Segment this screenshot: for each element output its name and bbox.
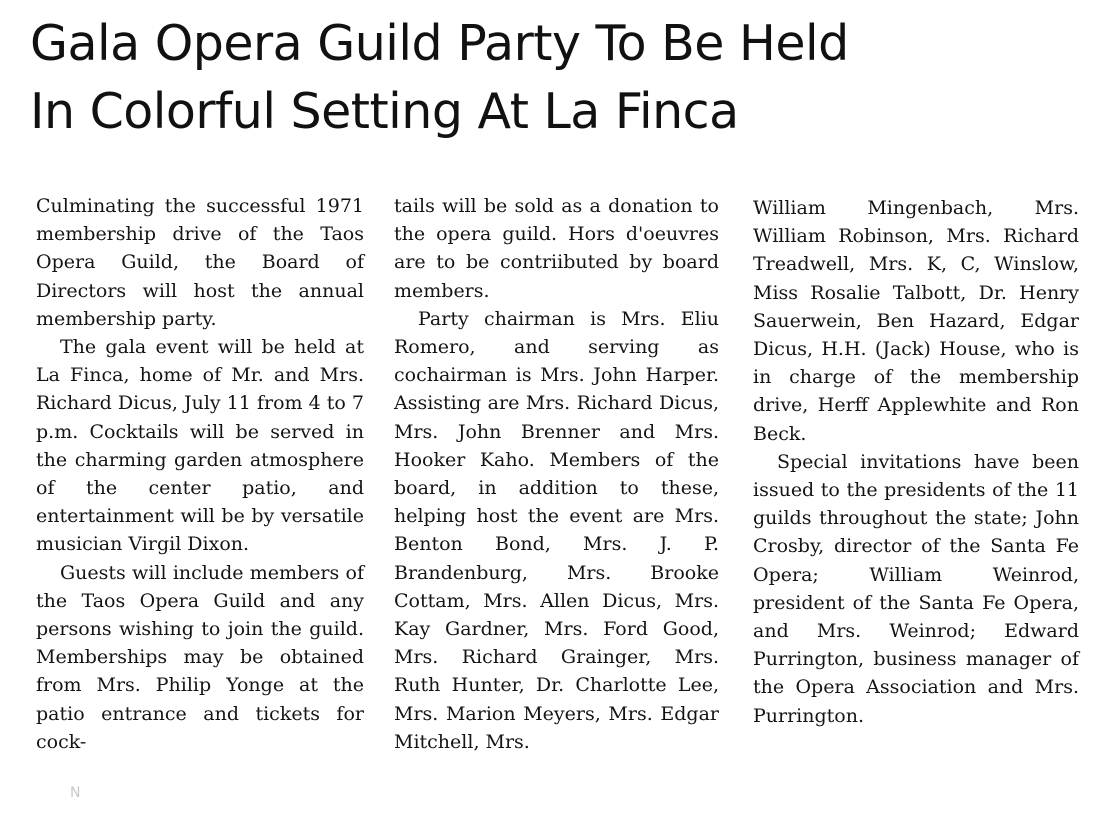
paragraph: tails will be sold as a donation to the opera guild. Hors d'oeuvres are to be contriibuted by board members.	[394, 195, 719, 302]
article-column-1	[36, 192, 364, 756]
headline-line-2: In Colorful Setting At La Finca	[30, 83, 739, 140]
headline	[30, 10, 1090, 146]
paragraph: The gala event will be held at La Finca, home of Mr. and Mrs. Richard Dicus, July 11 from 4 to 7 p.m. Cocktails will be served in the charming garden atmosphere of the center patio, and entertainment will be by versatile musician Virgil Dixon.	[36, 336, 364, 556]
paragraph: Culminating the successful 1971 membership drive of the Taos Opera Guild, the Board of Directors will host the annual membership party.	[36, 195, 364, 330]
headline-line-1: Gala Opera Guild Party To Be Held	[30, 15, 849, 72]
paragraph: Guests will include members of the Taos Opera Guild and any persons wishing to join the guild. Memberships may be obtained from Mrs. Philip Yonge at the patio entrance and tickets for cock-	[36, 561, 364, 753]
paragraph: Special invitations have been issued to the presidents of the 11 guilds throughout the state; John Crosby, director of the Santa Fe Opera; William Weinrod, president of the Santa Fe Opera, and Mrs. Weinrod; Edward Purrington, business manager of the Opera Association and Mrs. Purrington.	[753, 450, 1079, 727]
paragraph: Party chairman is Mrs. Eliu Romero, and serving as cochairman is Mrs. John Harper. Assisting are Mrs. Richard Dicus, Mrs. John Brenner and Mrs. Hooker Kaho. Members of the board, in addition to these, helping host the event are Mrs. Benton Bond, Mrs. J. P. Brandenburg, Mrs. Brooke Cottam, Mrs. Allen Dicus, Mrs. Kay Gardner, Mrs. Ford Good, Mrs. Richard Grainger, Mrs. Ruth Hunter, Dr. Charlotte Lee, Mrs. Marion Meyers, Mrs. Edgar Mitchell, Mrs.	[394, 307, 719, 753]
article-column-2	[394, 192, 719, 756]
article-column-3	[753, 194, 1079, 730]
paragraph: William Mingenbach, Mrs. William Robinson, Mrs. Richard Treadwell, Mrs. K, C, Winslow, Miss Rosalie Talbott, Dr. Henry Sauerwein, Ben Hazard, Edgar Dicus, H.H. (Jack) House, who is in charge of the membership drive, Herff Applewhite and Ron Beck.	[753, 197, 1079, 445]
watermark-mark: N	[70, 785, 81, 801]
